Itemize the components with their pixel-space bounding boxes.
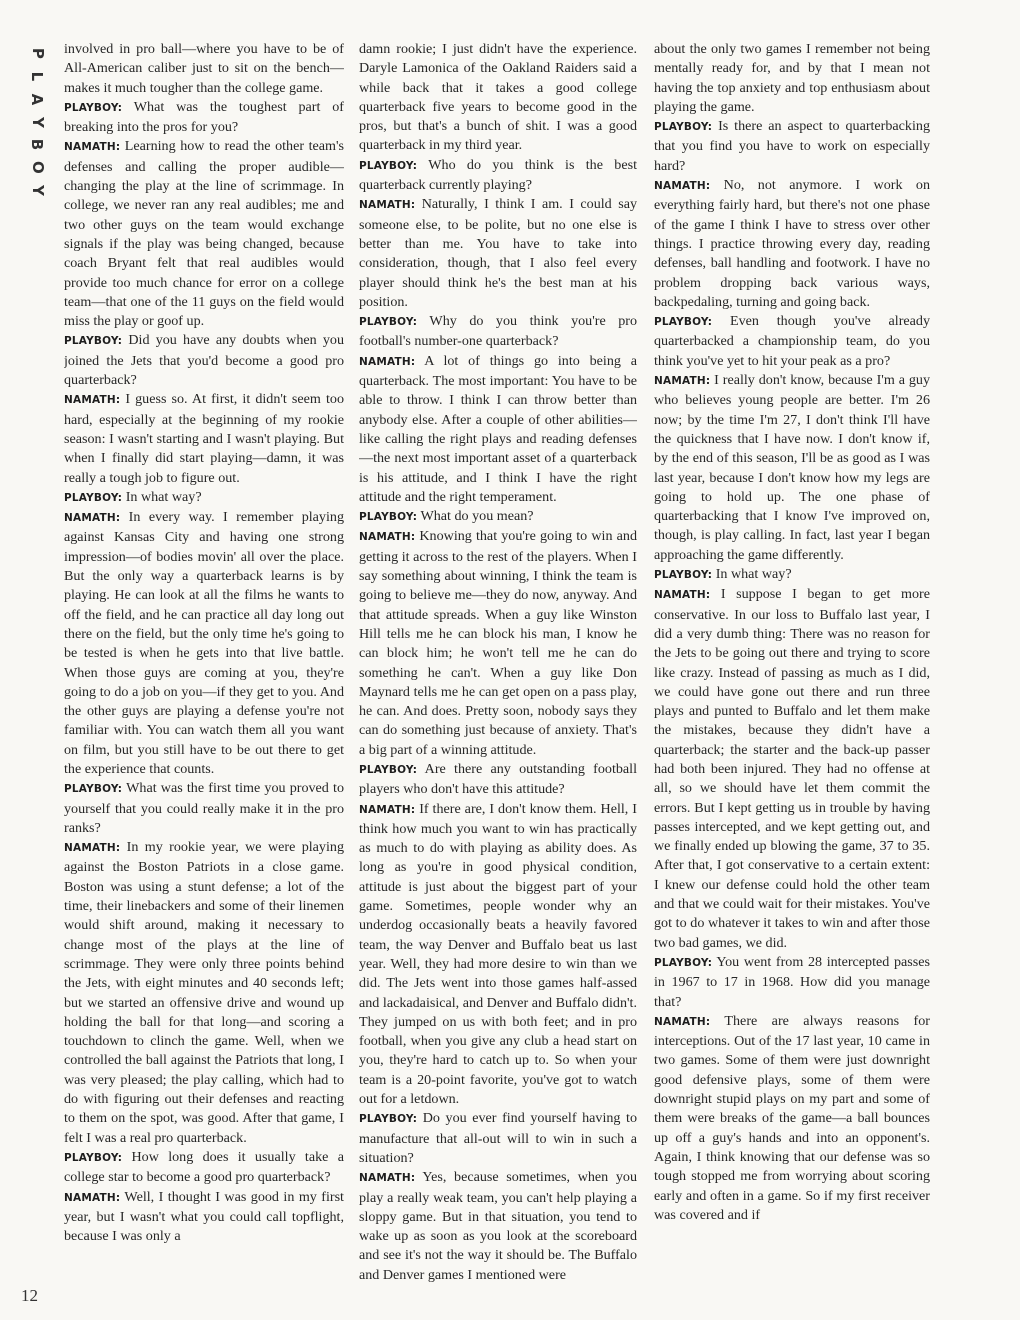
paragraph-text: How long does it usually take a college star to become a good pro quarterback?: [64, 1148, 344, 1186]
interview-paragraph: [654, 1012, 930, 1225]
interview-paragraph: [359, 195, 637, 312]
paragraph-text: In what way?: [125, 488, 202, 505]
speaker-label: PLAYBOY:: [654, 121, 713, 134]
text-column-3: [654, 40, 930, 1292]
speaker-label: PLAYBOY:: [359, 159, 418, 172]
interview-paragraph: [359, 1168, 637, 1285]
paragraph-text: Well, I thought I was good in my first year, but I wasn't what you could call topflight, because I was only a: [64, 1188, 344, 1245]
paragraph-text: Naturally, I think I am. I could say someone else, to be polite, but no one else is better than me. You have to take into consideration, though, that I also feel every player should think he's the best man at his position.: [359, 196, 637, 310]
masthead-letter: L: [28, 71, 47, 82]
interview-paragraph: [359, 507, 637, 527]
interview-paragraph: [654, 176, 930, 312]
interview-paragraph: [359, 527, 637, 760]
speaker-label: NAMATH:: [359, 531, 416, 544]
paragraph-text: Do you ever find yourself having to manufacture that all-out will to win in such a situation?: [359, 1110, 637, 1166]
speaker-label: PLAYBOY:: [654, 316, 713, 329]
masthead-letter: P: [28, 47, 47, 59]
text-column-2: [359, 40, 637, 1292]
paragraph-text: Is there an aspect to quarterbacking that you find you have to work on especially hard?: [654, 118, 930, 174]
interview-paragraph: [654, 585, 930, 953]
speaker-label: NAMATH:: [359, 803, 416, 816]
paragraph-text: You went from 28 intercepted passes in 1967 to 17 in 1968. How did you manage that?: [654, 953, 930, 1010]
paragraph-text: involved in pro ball—where you have to be of All-American caliber just to sit on the bench—makes it much tougher than the college game.: [64, 41, 344, 96]
interview-paragraph: [654, 40, 930, 117]
speaker-label: NAMATH:: [64, 1191, 121, 1204]
speaker-label: NAMATH:: [654, 375, 711, 388]
interview-paragraph: [359, 800, 637, 1110]
interview-paragraph: [64, 98, 344, 138]
masthead-letter: A: [28, 93, 47, 105]
paragraph-text: Even though you've already quarterbacked a championship team, do you think you've yet to hit your peak as a pro?: [654, 313, 930, 369]
interview-paragraph: [359, 312, 637, 352]
playboy-masthead: [22, 42, 48, 202]
speaker-label: NAMATH:: [64, 842, 121, 855]
paragraph-text: Are there any outstanding football players who don't have this attitude?: [359, 760, 637, 798]
paragraph-text: Who do you think is the best quarterback currently playing?: [359, 156, 637, 194]
paragraph-text: What do you mean?: [420, 508, 534, 525]
interview-paragraph: [64, 1188, 344, 1247]
speaker-label: PLAYBOY:: [654, 569, 713, 582]
speaker-label: NAMATH:: [654, 180, 711, 193]
paragraph-text: In my rookie year, we were playing against the Boston Patriots in a close game. Boston was using a stunt defense; a lot of the time, their linebackers and some of their linemen would shift around, making it necessary to change most of the plays at the line of scrimmage. They were only three points behind the Jets, with eight minutes and 40 seconds left; but we started an offensive drive and wound up holding the ball for that long—and scoring a touchdown to clinch the game. Well, when we controlled the ball against the Patriots that long, I was very pleased; the play calling, which had to do with figuring out their defenses and reacting to them on the spot, was good. After that game, I felt I was a real pro quarterback.: [64, 839, 344, 1146]
interview-paragraph: [64, 331, 344, 390]
paragraph-text: There are always reasons for interceptions. Out of the 17 last year, 10 came in two games. Some of them were just downright good defensive plays, some of them were downright stupid plays on my part and some of them were breaks of the game—a ball bounces up off a guy's hands and into an opponent's. Again, I think knowing that our defense was so tough stopped me from worrying about scoring early and often in a game. So if my first receiver was covered and if: [654, 1012, 930, 1223]
paragraph-text: Why do you think you're pro football's number-one quarterback?: [359, 313, 637, 350]
interview-paragraph: [64, 137, 344, 331]
paragraph-text: No, not anymore. I work on everything fairly hard, but there's not one phase of the game I think I have to stress over other things. I practice throwing every day, reading defenses, ball handling and footwork. I have no problem dropping back various ways, backpedaling, turning and going back.: [654, 177, 930, 310]
text-column-1: [64, 40, 344, 1292]
speaker-label: NAMATH:: [64, 394, 121, 407]
interview-paragraph: [64, 508, 344, 779]
speaker-label: NAMATH:: [654, 589, 711, 602]
paragraph-text: In what way?: [715, 566, 792, 583]
interview-paragraph: [359, 156, 637, 196]
page-number: 12: [21, 1286, 38, 1305]
speaker-label: PLAYBOY:: [64, 1151, 123, 1164]
speaker-label: PLAYBOY:: [64, 335, 123, 348]
paragraph-text: about the only two games I remember not being mentally ready for, and by that I mean not having the top anxiety and top enthusiasm about playing the game.: [654, 41, 930, 115]
interview-paragraph: [64, 1148, 344, 1188]
paragraph-text: If there are, I don't know them. Hell, I think how much you want to win has practically as much to do with playing as ability does. As long as you're in good physical condition, attitude is just about the biggest part of your game. Sometimes, people wonder why an underdog occasionally beats a heavily favored team, the way Denver and Buffalo beat us last year. Well, they had more desire to win than we did. The Jets went into those games half-assed and lackadaisical, and Denver and Buffalo didn't. They jumped on us with both feet; and in pro football, when you give any club a head start on you, they're hard to catch up to. So when your team is a 20-point favorite, you've got to watch out for a letdown.: [359, 800, 637, 1108]
speaker-label: PLAYBOY:: [359, 511, 418, 524]
interview-paragraph: [359, 760, 637, 800]
interview-paragraph: [359, 40, 637, 156]
speaker-label: PLAYBOY:: [64, 783, 123, 796]
interview-paragraph: [64, 779, 344, 838]
speaker-label: PLAYBOY:: [64, 491, 123, 504]
masthead-letter: Y: [28, 116, 47, 128]
interview-paragraph: [64, 488, 344, 508]
interview-paragraph: [64, 390, 344, 487]
paragraph-text: What was the first time you proved to yourself that you could really make it in the pro ranks?: [64, 780, 344, 836]
speaker-label: NAMATH:: [654, 1015, 711, 1028]
paragraph-text: Knowing that you're going to win and getting it across to the rest of the players. When I say something about winning, I think the team is going to believe me—they do now, anyway. And that attitude spreads. When a guy like Winston Hill tells me he can block his man, I know he can block him; he won't tell me he can do something he can't. When a guy like Don Maynard tells me he can get open on a pass play, he can. And does. Pretty soon, nobody says they can do something just because of anxiety. That's a big part of a winning attitude.: [359, 528, 637, 758]
speaker-label: PLAYBOY:: [359, 763, 418, 776]
interview-paragraph: [64, 838, 344, 1148]
paragraph-text: damn rookie; I just didn't have the experience. Daryle Lamonica of the Oakland Raiders said a while back that it takes a good college quarterback five years to become good in the pros, but that's a bunch of shit. I was a good quarterback in my third year.: [359, 41, 637, 154]
interview-paragraph: [654, 371, 930, 565]
interview-paragraph: [359, 1109, 637, 1168]
paragraph-text: Yes, because sometimes, when you play a really weak team, you can't help playing a sloppy game. But in that situation, you tend to wake up as soon as you look at the scoreboard and see it's not the way it should be. The Buffalo and Denver games I mentioned were: [359, 1169, 637, 1283]
speaker-label: NAMATH:: [64, 512, 121, 525]
speaker-label: PLAYBOY:: [359, 316, 418, 329]
interview-paragraph: [359, 352, 637, 507]
speaker-label: NAMATH:: [359, 199, 416, 212]
interview-paragraph: [654, 953, 930, 1012]
masthead-letter: B: [28, 139, 47, 151]
interview-paragraph: [64, 40, 344, 98]
speaker-label: PLAYBOY:: [359, 1113, 418, 1126]
paragraph-text: I suppose I began to get more conservative. In our loss to Buffalo last year, I did a very dumb thing: There was no reason for the Jets to be going out there and trying to score like crazy. Instead of passing as much as I did, we could have gone out there and run three plays and punted to Buffalo and let them make the mistakes, because they didn't have a quarterback; the starter and the back-up passer had both been injured. They had no offense at all, so we should have let them commit the errors. But I kept getting us in trouble by having passes intercepted, and we kept getting out, and we finally ended up blowing the game, 37 to 35. After that, I got conservative to a certain extent: I knew our defense could hold the other team and that we could wait for their mistakes. You've got to do whatever it takes to win and after those two bad games, we did.: [654, 586, 930, 951]
paragraph-text: Did you have any doubts when you joined the Jets that you'd become a good pro quarterback?: [64, 332, 344, 389]
masthead-letter: O: [28, 161, 47, 175]
interview-paragraph: [654, 117, 930, 176]
speaker-label: NAMATH:: [359, 355, 416, 368]
interview-paragraph: [654, 312, 930, 371]
paragraph-text: I guess so. At first, it didn't seem too hard, especially at the beginning of my rookie season: I wasn't starting and I wasn't playing. But when I finally did start playing—damn, it was really a tough job to figure out.: [64, 391, 344, 486]
speaker-label: PLAYBOY:: [64, 101, 123, 114]
paragraph-text: I really don't know, because I'm a guy who believes young people are better. I'm 26 now; by the time I'm 27, I don't think I'll have the quickness that I have now. I don't know if, by the end of this season, I'll be as good as I was last year, because I don't know how my legs are going to hold up. The one phase of quarterbacking that I know I've improved on, though, is play calling. In fact, last year I began approaching the game differently.: [654, 372, 930, 563]
paragraph-text: A lot of things go into being a quarterback. The most important: You have to be able to throw. I think I can throw better than anybody else. After a couple of other abilities—like calling the right plays and reading defenses—the next most important asset of a quarterback is his attitude, and I think I have the right attitude and the right temperament.: [359, 352, 637, 505]
paragraph-text: In every way. I remember playing against Kansas City and having one strong impression—of bodies movin' all over the place. But the only way a quarterback learns is by playing. He can look at all the films he wants to off the field, and he can practice all day long out there on the field, but the only time he's going to be tested is when he gets into that live battle. When those guys are coming at you, they're going to do a job on you—if they get to you. And the other guys are playing a defense you're not familiar with. You can watch them all you want on film, but you still have to be out there to get the experience that counts.: [64, 509, 344, 777]
masthead-letter: Y: [28, 185, 47, 197]
speaker-label: NAMATH:: [64, 141, 121, 154]
speaker-label: PLAYBOY:: [654, 956, 713, 969]
speaker-label: NAMATH:: [359, 1172, 416, 1185]
paragraph-text: What was the toughest part of breaking into the pros for you?: [64, 98, 344, 136]
paragraph-text: Learning how to read the other team's defenses and calling the proper audible—changing the play at the line of scrimmage. In college, we never ran any real audibles; me and two other guys on the team would exchange signals if the play was being changed, because coach Bryant felt that real audibles would provide too much chance for error on a college team—that one of the 11 guys on the field would miss the play or goof up.: [64, 138, 344, 330]
interview-paragraph: [654, 565, 930, 585]
